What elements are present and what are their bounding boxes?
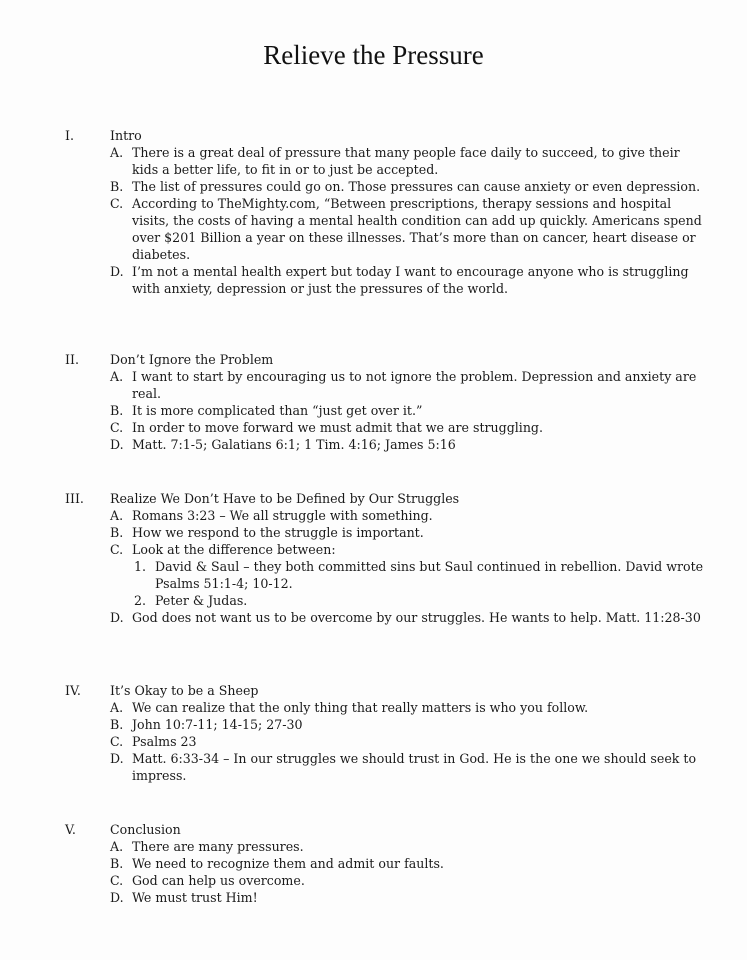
item-text: We must trust Him! [132, 890, 258, 905]
section-numeral: V. [65, 822, 76, 837]
section-realize [0, 490, 747, 626]
item-text: There are many pressures. [132, 839, 304, 854]
item-text: In order to move forward we must admit that we are struggling. [132, 420, 544, 435]
outline-item [0, 402, 747, 419]
section-numeral: I. [65, 128, 74, 143]
section-heading [0, 490, 747, 507]
item-text: Psalms 23 [132, 734, 197, 749]
item-label: D. [110, 264, 124, 279]
item-text: God can help us overcome. [132, 873, 305, 888]
item-label: C. [110, 734, 124, 749]
item-label: D. [110, 610, 124, 625]
section-heading [0, 682, 747, 699]
outline-item [0, 750, 747, 784]
outline-item [0, 144, 747, 178]
item-label: B. [110, 856, 124, 871]
outline-item [0, 733, 747, 750]
item-label: B. [110, 179, 124, 194]
section-sheep [0, 682, 747, 784]
section-title: Conclusion [110, 822, 181, 837]
section-heading [0, 127, 747, 144]
item-text: I want to start by encouraging us to not ignore the problem. Depression and anxiety are real. [132, 369, 697, 401]
subitem-text: David & Saul – they both committed sins but Saul continued in rebellion. David wrote Psalms 51:1-4; 10-12. [155, 559, 704, 591]
item-text: Look at the difference between: [132, 542, 336, 557]
subitem-label: 2. [134, 593, 147, 608]
outline-item [0, 436, 747, 453]
outline-item [0, 872, 747, 889]
item-label: A. [110, 839, 124, 854]
subitem-text: Peter & Judas. [155, 593, 248, 608]
item-text: We need to recognize them and admit our faults. [132, 856, 444, 871]
section-intro [0, 127, 747, 297]
section-heading [0, 351, 747, 368]
outline-item [0, 419, 747, 436]
outline-item [0, 507, 747, 524]
item-text: The list of pressures could go on. Those pressures can cause anxiety or even depression. [132, 179, 701, 194]
section-numeral: IV. [65, 683, 81, 698]
outline-subitem [0, 592, 747, 609]
outline-item [0, 838, 747, 855]
document-title: Relieve the Pressure [263, 40, 484, 70]
item-label: D. [110, 437, 124, 452]
section-title: Intro [110, 128, 142, 143]
item-label: B. [110, 717, 124, 732]
outline-item [0, 263, 747, 297]
outline-item [0, 716, 747, 733]
section-title: Don’t Ignore the Problem [110, 352, 274, 367]
item-text: According to TheMighty.com, “Between prescriptions, therapy sessions and hospital visits, the costs of having a mental health condition can add up quickly. Americans spend over $201 Billion a year on these illnesses. That’s more than on cancer, heart disease or diabetes. [132, 196, 702, 262]
item-label: A. [110, 145, 124, 160]
outline-item [0, 178, 747, 195]
item-text: Matt. 6:33-34 – In our struggles we should trust in God. He is the one we should seek to impress. [132, 751, 697, 783]
item-label: D. [110, 751, 124, 766]
item-label: C. [110, 873, 124, 888]
outline-item [0, 368, 747, 402]
item-text: John 10:7-11; 14-15; 27-30 [132, 717, 303, 732]
item-text: Romans 3:23 – We all struggle with something. [132, 508, 433, 523]
item-text: Matt. 7:1-5; Galatians 6:1; 1 Tim. 4:16; James 5:16 [132, 437, 456, 452]
outline-item [0, 609, 747, 626]
section-conclusion [0, 821, 747, 906]
item-label: A. [110, 508, 124, 523]
section-title: Realize We Don’t Have to be Defined by Our Struggles [110, 491, 460, 506]
section-heading [0, 821, 747, 838]
item-text: There is a great deal of pressure that many people face daily to succeed, to give their kids a better life, to fit in or to just be accepted. [132, 145, 680, 177]
section-dont-ignore [0, 351, 747, 453]
item-text: It is more complicated than “just get over it.” [132, 403, 423, 418]
item-label: A. [110, 700, 124, 715]
item-text: How we respond to the struggle is important. [132, 525, 424, 540]
outline-subitem [0, 558, 747, 592]
item-text: God does not want us to be overcome by our struggles. He wants to help. Matt. 11:28-30 [132, 610, 701, 625]
item-label: C. [110, 542, 124, 557]
section-numeral: II. [65, 352, 79, 367]
item-text: We can realize that the only thing that really matters is who you follow. [132, 700, 589, 715]
item-label: D. [110, 890, 124, 905]
outline-item [0, 524, 747, 541]
item-label: C. [110, 196, 124, 211]
item-label: B. [110, 403, 124, 418]
outline-item [0, 855, 747, 872]
item-label: B. [110, 525, 124, 540]
item-text: I’m not a mental health expert but today I want to encourage anyone who is struggling with anxiety, depression or just the pressures of the world. [132, 264, 689, 296]
outline-item [0, 889, 747, 906]
subitem-label: 1. [134, 559, 147, 574]
outline-item [0, 699, 747, 716]
outline-item [0, 541, 747, 558]
section-title: It’s Okay to be a Sheep [110, 683, 259, 698]
section-numeral: III. [65, 491, 84, 506]
item-label: A. [110, 369, 124, 384]
item-label: C. [110, 420, 124, 435]
outline-item [0, 195, 747, 263]
